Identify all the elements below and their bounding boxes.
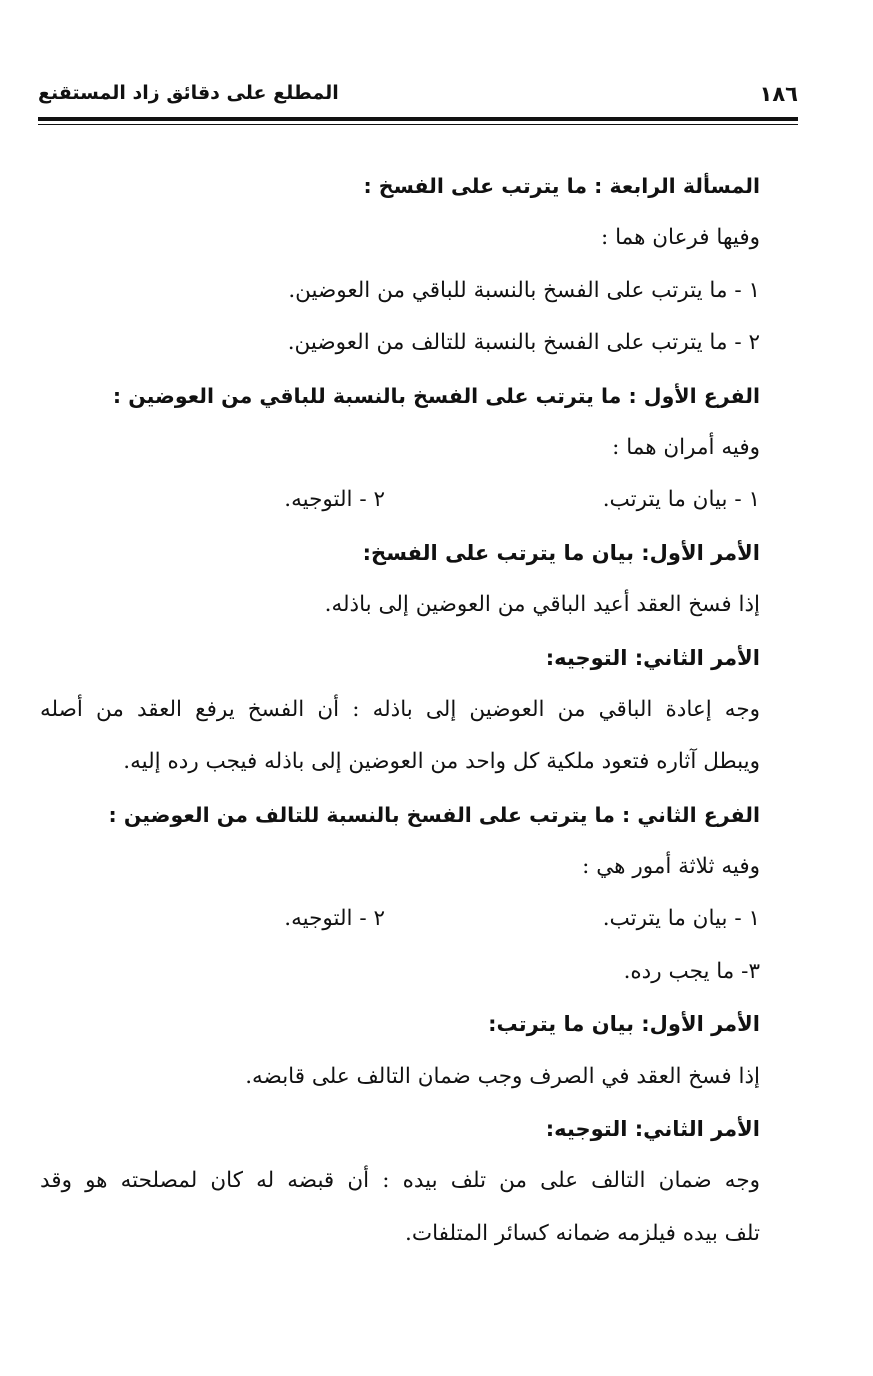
branch2-matter2-text: تلف بيده فيلزمه ضمانه كسائر المتلفات. (405, 1220, 760, 1246)
branch-list-item: ٢ - ما يترتب على الفسخ بالنسبة للتالف من العوضين. (287, 330, 760, 356)
branch1-matter1-text: إذا فسخ العقد أعيد الباقي من العوضين إلى باذله. (324, 592, 760, 618)
branch2-matter1-text: إذا فسخ العقد في الصرف وجب ضمان التالف على قابضه. (245, 1063, 760, 1089)
branch1-items (40, 474, 760, 526)
branch1-intro: وفيه أمران هما : (612, 434, 760, 460)
branch1-matter2-text: وجه إعادة الباقي من العوضين إلى باذله : أن الفسخ يرفع العقد من أصله (40, 696, 760, 722)
branch2-item: ٣- ما يجب رده. (623, 958, 760, 984)
page-body (40, 160, 760, 1260)
branch1-item: ٢ - التوجيه. (284, 487, 385, 513)
branch2-matter2-text: وجه ضمان التالف على من تلف بيده : أن قبضه له كان لمصلحته هو وقد (40, 1168, 760, 1194)
branch2-intro: وفيه ثلاثة أمور هي : (582, 854, 760, 880)
page-number: ١٨٦ (759, 82, 798, 106)
header-rule-thin (38, 124, 798, 125)
running-title: المطلع على دقائق زاد المستقنع (38, 82, 339, 104)
branch1-matter1-heading: الأمر الأول: بيان ما يترتب على الفسخ: (362, 540, 760, 565)
branch2-items (40, 893, 760, 945)
branch2-matter1-heading: الأمر الأول: بيان ما يترتب: (488, 1012, 760, 1037)
branch1-matter2-text: ويبطل آثاره فتعود ملكية كل واحد من العوضين إلى باذله فيجب رده إليه. (123, 749, 760, 775)
branches-intro: وفيها فرعان هما : (601, 225, 760, 251)
branch2-heading: الفرع الثاني : ما يترتب على الفسخ بالنسبة للتالف من العوضين : (108, 802, 760, 827)
branch-list-item: ١ - ما يترتب على الفسخ بالنسبة للباقي من العوضين. (288, 277, 760, 303)
page-header (38, 82, 798, 114)
header-rule-thick (38, 117, 798, 121)
branch2-matter2-heading: الأمر الثاني: التوجيه: (545, 1117, 760, 1142)
branch1-matter2-heading: الأمر الثاني: التوجيه: (545, 645, 760, 670)
branch2-item: ٢ - التوجيه. (284, 906, 385, 932)
branch2-item: ١ - بيان ما يترتب. (602, 906, 760, 932)
branch1-heading: الفرع الأول : ما يترتب على الفسخ بالنسبة للباقي من العوضين : (112, 383, 760, 408)
issue-heading: المسألة الرابعة : ما يترتب على الفسخ : (363, 174, 760, 198)
branch1-item: ١ - بيان ما يترتب. (602, 487, 760, 513)
